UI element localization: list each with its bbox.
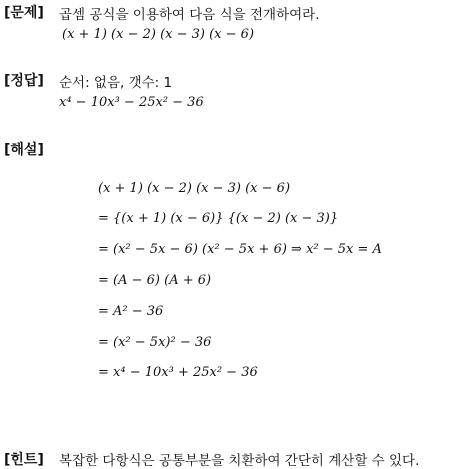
solution-step: = {(x + 1) (x − 6)} {(x − 2) (x − 3)} xyxy=(98,211,339,226)
answer-meta: 순서: 없음, 갯수: 1 xyxy=(59,75,173,91)
hint-tag: [힌트] xyxy=(4,452,44,468)
solution-step: = (x² − 5x)² − 36 xyxy=(98,335,212,350)
problem-instruction: 곱셈 공식을 이용하여 다음 식을 전개하여라. xyxy=(59,7,320,23)
solution-step: (x + 1) (x − 2) (x − 3) (x − 6) xyxy=(98,181,291,196)
problem-expression: (x + 1) (x − 2) (x − 3) (x − 6) xyxy=(62,27,255,42)
solution-step: = x⁴ − 10x³ + 25x² − 36 xyxy=(98,365,258,380)
solution-step: = A² − 36 xyxy=(98,304,164,319)
answer-tag: [정답] xyxy=(4,73,44,89)
solution-step: = (A − 6) (A + 6) xyxy=(98,273,212,288)
answer-expression: x⁴ − 10x³ − 25x² − 36 xyxy=(59,95,204,110)
solution-tag: [해설] xyxy=(4,142,44,158)
hint-text: 복잡한 다항식은 공통부분을 치환하여 간단히 계산할 수 있다. xyxy=(59,453,420,469)
solution-step: = (x² − 5x − 6) (x² − 5x + 6) ⇒ x² − 5x = A xyxy=(98,242,382,257)
problem-tag: [문제] xyxy=(4,5,44,21)
